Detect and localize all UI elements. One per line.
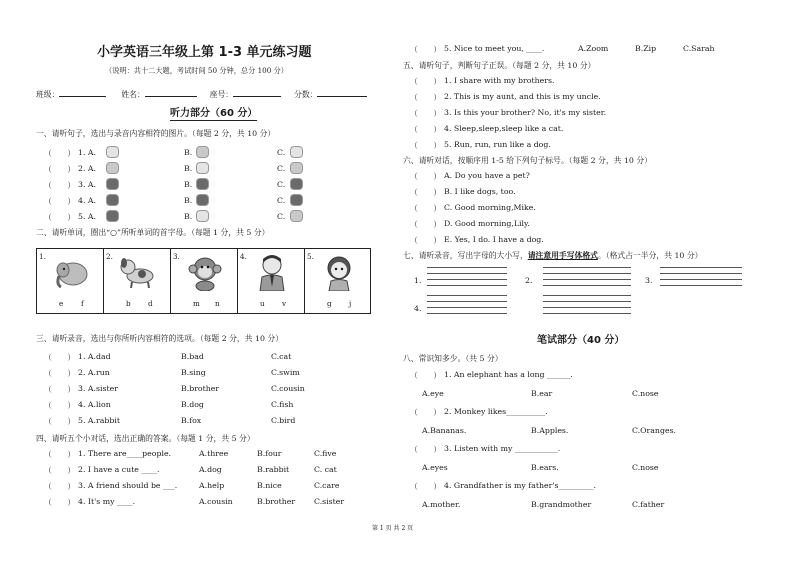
answer-paren[interactable]: （ ） [44,385,76,394]
answer-paren[interactable]: （ ） [44,482,76,491]
s2-cell [37,249,104,313]
s4-option-a: A.three [199,449,229,458]
s1-option-b: B. [184,148,193,157]
letter-option[interactable]: d [148,299,153,308]
s4-option-c: C.five [314,449,337,458]
s3-option-a: 1. A.dad [78,352,111,361]
s1-option-a: 3. A. [78,180,97,189]
answer-paren[interactable]: （ ） [410,445,442,454]
s8-option-b: B.ears. [531,463,559,472]
s2-cell [238,249,305,313]
s8-option-c: C.nose [632,463,659,472]
s3-option-a: 5. A.rabbit [78,416,121,425]
monkey-icon [185,253,225,291]
s1-option-a: 2. A. [78,164,97,173]
s4-option-b: B.brother [257,497,296,506]
letter-option[interactable]: e [59,299,64,308]
s1-option-c: C. [277,196,286,205]
s4-option-b: B.Zip [635,44,657,53]
dog-icon[interactable] [106,162,119,174]
s3-option-c: C.fish [271,400,294,409]
s2-cell-number: 2. [106,252,113,261]
s1-option-c: C. [277,164,286,173]
s4-option-c: C. cat [314,465,337,474]
answer-paren[interactable]: （ ） [44,213,76,222]
s7-number: 2. [525,276,533,285]
instructions: （说明：共十二大题，考试时间 50 分钟，总分 100 分） [105,66,288,75]
s8-option-c: C.nose [632,389,659,398]
cat-icon[interactable] [196,146,209,158]
s3-option-c: C.swim [271,368,300,377]
s4-option-c: C.sister [314,497,345,506]
listening-header: 听力部分（60 分） [170,104,257,121]
s1-option-b: B. [184,164,193,173]
answer-paren[interactable]: （ ） [410,125,442,134]
s7-number: 1. [414,276,422,285]
section-3-title: 三、请听录音，选出与你所听内容相符的选项。（每题 2 分，共 10 分） [36,334,284,343]
s2-cell [305,249,372,313]
seat-field[interactable] [233,88,281,97]
letter-option[interactable]: j [349,299,352,308]
letter-option[interactable]: u [260,299,265,308]
s7-number: 3. [645,276,653,285]
class-field[interactable] [59,88,106,97]
letter-option[interactable]: m [193,299,200,308]
answer-paren[interactable]: （ ） [410,93,442,102]
answer-paren[interactable]: （ ） [44,369,76,378]
s6-sentence: B. I like dogs, too. [444,187,516,196]
s8-option-a: A.Bananas. [422,426,467,435]
s7-number: 4. [414,304,422,313]
answer-paren[interactable]: （ ） [410,408,442,417]
answer-paren[interactable]: （ ） [410,371,442,380]
s5-sentence: 5. Run, run, run like a dog. [444,140,551,149]
answer-paren[interactable]: （ ） [44,165,76,174]
s1-option-b: B. [184,196,193,205]
s4-option-a: A.Zoom [578,44,609,53]
s3-option-c: C.cousin [271,384,305,393]
man-icon[interactable] [290,178,303,190]
s4-question: 5. Nice to meet you, ____. [444,44,545,53]
section-6-title: 六、请听对话，按顺序用 1-5 给下列句子标号。（每题 2 分，共 10 分） [403,156,652,165]
s4-option-a: A.help [199,481,225,490]
s3-option-a: 2. A.run [78,368,110,377]
section-2-picture-table [36,248,371,314]
s3-option-c: C.bird [271,416,296,425]
s1-option-b: B. [184,180,193,189]
s5-sentence: 1. I share with my brothers. [444,76,555,85]
s6-sentence: C. Good morning,Mike. [444,203,536,212]
s1-option-c: C. [277,148,286,157]
answer-paren[interactable]: （ ） [410,204,442,213]
s8-option-a: A.eye [422,389,444,398]
answer-paren[interactable]: （ ） [410,236,442,245]
s2-cell [104,249,171,313]
s8-option-b: B.grandmother [531,500,592,509]
boy-icon [252,253,292,291]
s2-cell-number: 4. [240,252,247,261]
s3-option-b: B.dog [181,400,204,409]
name-field[interactable] [145,88,197,97]
section-4-title: 四、请听五个小对话，选出正确的答案。（每题 1 分，共 5 分） [36,434,255,443]
page-title: 小学英语三年级上第 1-3 单元练习题 [97,45,312,60]
s8-option-c: C.Oranges. [632,426,677,435]
answer-paren[interactable]: （ ） [44,181,76,190]
s4-option-b: B.four [257,449,282,458]
answer-paren[interactable]: （ ） [44,498,76,507]
answer-paren[interactable]: （ ） [410,141,442,150]
s1-option-a: 5. A. [78,212,97,221]
s6-sentence: E. Yes, I do. I have a dog. [444,235,544,244]
name-label: 姓名： [121,90,145,99]
answer-paren[interactable]: （ ） [410,220,442,229]
s2-cell-number: 1. [39,252,46,261]
answer-paren[interactable]: （ ） [410,77,442,86]
s4-question: 3. A friend should be ___. [78,481,178,490]
class-label: 班级： [36,90,60,99]
ear-icon[interactable] [290,146,303,158]
seat-label: 座号： [209,90,234,99]
answer-paren[interactable]: （ ） [44,149,76,158]
letter-option[interactable]: n [215,299,220,308]
answer-paren[interactable]: （ ） [44,466,76,475]
girl-icon[interactable] [196,178,209,190]
s3-option-b: B.sing [181,368,206,377]
s3-option-a: 3. A.sister [78,384,118,393]
s1-option-a: 4. A. [78,196,97,205]
s4-question: 4. It's my ____. [78,497,136,506]
girl-icon [319,253,359,291]
s5-sentence: 3. Is this your brother? No, it's my sister. [444,108,607,117]
s6-sentence: D. Good morning,Lily. [444,219,530,228]
s6-sentence: A. Do you have a pet? [444,171,530,180]
score-field[interactable] [317,88,367,97]
s4-option-a: A.dog [199,465,222,474]
s1-option-b: B. [184,212,193,221]
answer-paren[interactable]: （ ） [410,45,442,54]
answer-paren[interactable]: （ ） [44,417,76,426]
s8-option-a: A.mother. [422,500,461,509]
s8-question: 1. An elephant has a long ______. [444,370,573,379]
s7-title-text: 。（格式占一半分，共 10 分） [597,251,703,260]
s3-option-b: B.brother [181,384,220,393]
answer-paren[interactable]: （ ） [410,109,442,118]
s7-title-emphasis: 请注意用手写体格式 [527,251,598,260]
section-5-title: 五、请听句子，判断句子正误。（每题 2 分，共 10 分） [403,61,596,70]
section-7-title [403,250,702,261]
s4-option-b: B.rabbit [257,465,290,474]
s5-sentence: 2. This is my aunt, and this is my uncle. [444,92,601,101]
hand-icon[interactable] [106,146,119,158]
s5-sentence: 4. Sleep,sleep,sleep like a cat. [444,124,564,133]
answer-paren[interactable]: （ ） [44,197,76,206]
s7-title-text: 七、请听录音，写出字母的大小写， [403,251,528,260]
written-header: 笔试部分（40 分） [537,335,625,346]
children-icon[interactable] [106,210,119,222]
face-icon[interactable] [290,162,303,174]
s2-cell [171,249,238,313]
answer-paren[interactable]: （ ） [44,401,76,410]
answer-paren[interactable]: （ ） [410,482,442,491]
s2-cell-number: 3. [173,252,180,261]
bear-icon[interactable] [290,210,303,222]
page-footer: 第 1 页 共 2 页 [372,525,414,532]
answer-paren[interactable]: （ ） [44,353,76,362]
s2-cell-number: 5. [307,252,314,261]
s8-question: 4. Grandfather is my father's_________. [444,481,597,490]
letter-option[interactable]: g [327,299,332,308]
pencil-icon[interactable] [196,162,209,174]
boy-icon[interactable] [106,178,119,190]
answer-paren[interactable]: （ ） [410,188,442,197]
s1-option-c: C. [277,212,286,221]
section-2-title: 二、请听单词，圈出“○”所听单词的首字母。（每题 1 分，共 5 分） [36,228,270,237]
s8-question: 3. Listen with my ___________. [444,444,561,453]
info-row [36,88,367,100]
s8-question: 2. Monkey likes__________. [444,407,548,416]
s8-option-a: A.eyes [422,463,448,472]
girl-icon[interactable] [196,194,209,206]
s8-option-b: B.Apples. [531,426,569,435]
score-label: 分数： [294,90,318,99]
section-8-title: 八、常识知多少。（共 5 分） [403,354,503,363]
dog-icon [118,254,158,290]
s4-option-c: C.Sarah [683,44,715,53]
answer-paren[interactable]: （ ） [410,172,442,181]
s3-option-c: C.cat [271,352,292,361]
s1-option-a: 1. A. [78,148,97,157]
answer-paren[interactable]: （ ） [44,450,76,459]
s3-option-b: B.bad [181,352,204,361]
woman-icon[interactable] [290,194,303,206]
s1-option-c: C. [277,180,286,189]
s8-option-b: B.ear [531,389,553,398]
s3-option-b: B.fox [181,416,202,425]
s4-option-c: C.care [314,481,340,490]
letter-option[interactable]: v [282,299,287,308]
boy-icon[interactable] [106,194,119,206]
s4-option-a: A.cousin [199,497,233,506]
section-1-title: 一、请听句子，选出与录音内容相符的图片。（每题 2 分，共 10 分） [36,129,276,138]
letter-option[interactable]: f [81,299,84,308]
s4-question: 2. I have a cute ____. [78,465,160,474]
s8-option-c: C.father [632,500,665,509]
rabbit-icon[interactable] [196,210,209,222]
letter-option[interactable]: b [126,299,131,308]
s4-question: 1. There are____people. [78,449,172,458]
s3-option-a: 4. A.lion [78,400,111,409]
elephant-icon [53,254,91,290]
s4-option-b: B.nice [257,481,282,490]
